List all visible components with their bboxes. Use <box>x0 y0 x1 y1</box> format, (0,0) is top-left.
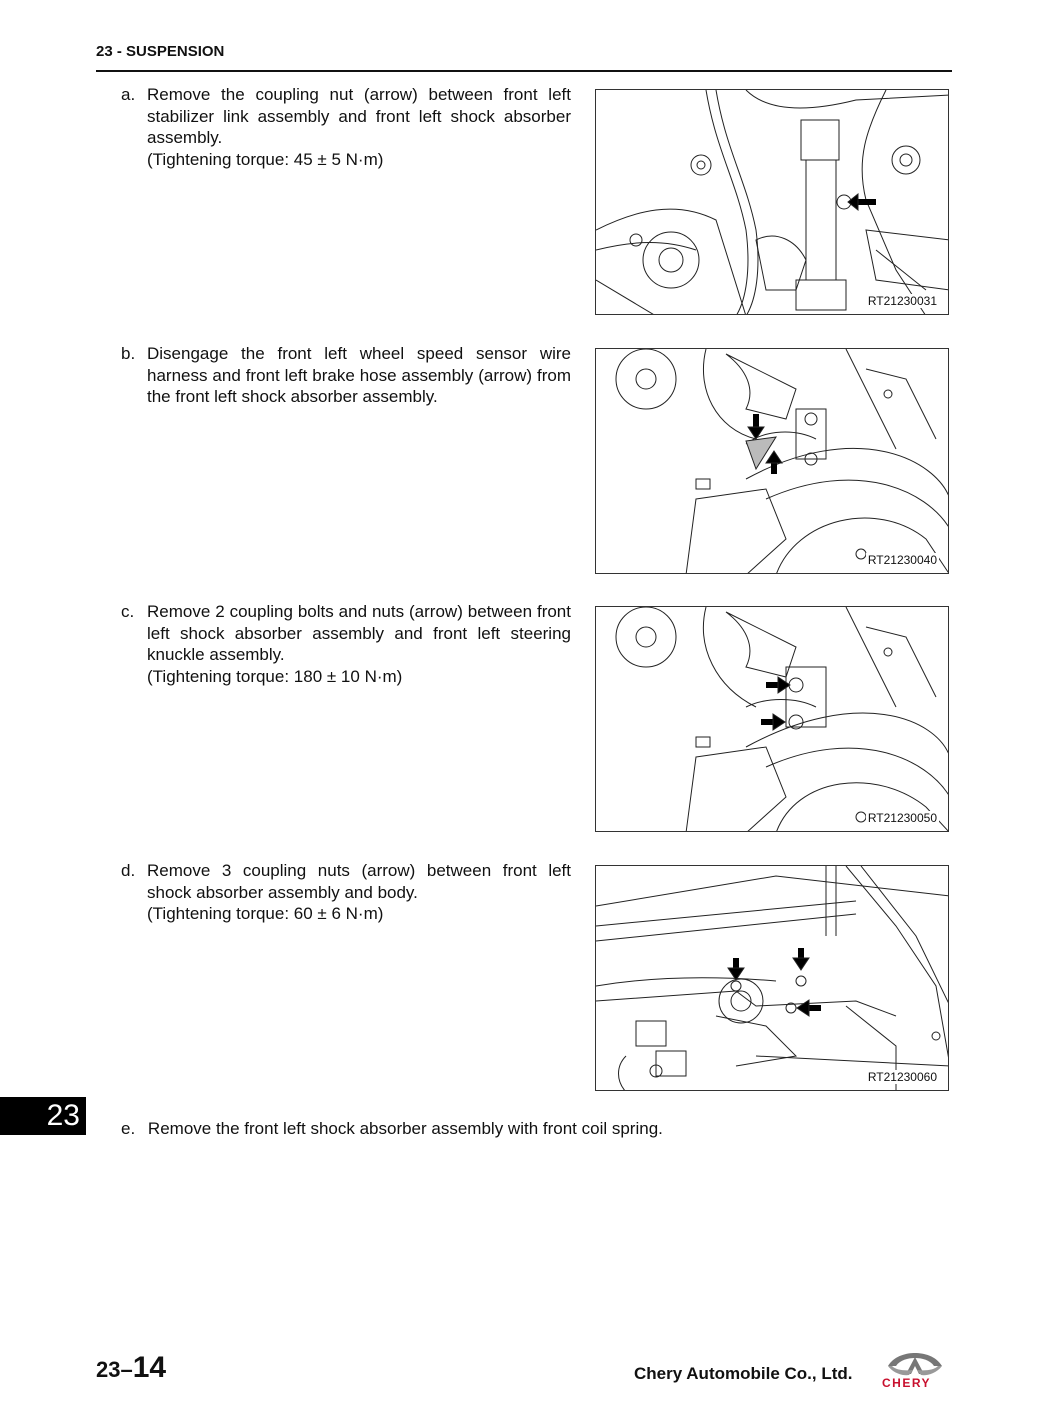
shock-absorber-stabilizer-link-diagram-icon <box>596 90 949 315</box>
step-text: Remove 3 coupling nuts (arrow) between front left shock absorber assembly and body. <box>147 861 571 902</box>
step-letter: e. <box>121 1119 136 1138</box>
section-header: 23 - SUSPENSION <box>96 43 225 60</box>
figure-code: RT21230060 <box>867 1070 937 1084</box>
step-d <box>121 860 571 925</box>
step-torque: (Tightening torque: 45 ± 5 N·m) <box>147 149 384 169</box>
page-chapter: 23 <box>96 1357 121 1382</box>
step-text: Remove the coupling nut (arrow) between front left stabilizer link assembly and front left shock absorber assembly. <box>147 85 571 147</box>
brake-hose-wire-harness-diagram-icon <box>596 349 949 574</box>
figure-c <box>595 606 949 832</box>
page-separator: – <box>120 1357 133 1382</box>
steering-knuckle-bolts-diagram-icon <box>596 607 949 832</box>
step-letter: b. <box>121 344 136 363</box>
logo-text: CHERY <box>882 1376 932 1390</box>
figure-d <box>595 865 949 1091</box>
chapter-tab: 23 <box>0 1097 86 1135</box>
figure-code: RT21230050 <box>867 811 937 825</box>
company-name: Chery Automobile Co., Ltd. <box>634 1364 853 1383</box>
header-divider <box>96 70 952 72</box>
step-c <box>121 601 571 687</box>
page-number <box>96 1351 166 1385</box>
step-torque: (Tightening torque: 180 ± 10 N·m) <box>147 666 403 686</box>
step-b <box>121 343 571 408</box>
figure-a <box>595 89 949 315</box>
step-e <box>121 1119 663 1139</box>
step-letter: c. <box>121 602 135 621</box>
step-torque: (Tightening torque: 60 ± 6 N·m) <box>147 904 384 923</box>
page-index: 14 <box>132 1351 167 1384</box>
strut-mount-nuts-diagram-icon <box>596 866 949 1091</box>
step-letter: d. <box>121 861 136 880</box>
step-letter: a. <box>121 85 136 104</box>
figure-b <box>595 348 949 574</box>
step-text: Disengage the front left wheel speed sensor wire harness and front left brake hose assembly (arrow) from the front left shock absorber assembly. <box>147 344 571 406</box>
step-text: Remove 2 coupling bolts and nuts (arrow) between front left shock absorber assembly and front left steering knuckle assembly. <box>147 602 571 664</box>
step-a <box>121 84 571 170</box>
figure-code: RT21230040 <box>867 553 937 567</box>
figure-code: RT21230031 <box>867 294 937 308</box>
step-text: Remove the front left shock absorber assembly with front coil spring. <box>147 1119 663 1138</box>
